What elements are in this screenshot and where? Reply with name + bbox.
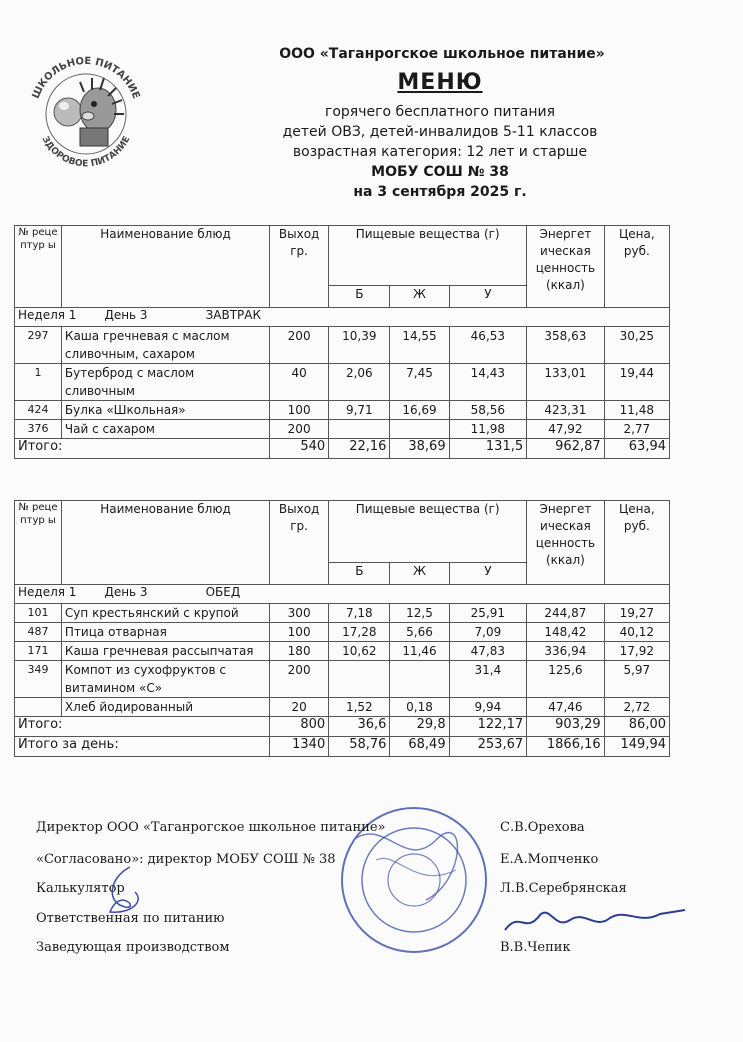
header-line-2: детей ОВЗ, детей-инвалидов 5-11 классов — [282, 124, 598, 140]
col-header-yield: Выход гр. — [270, 501, 329, 585]
dish-name: Булка «Школьная» — [61, 401, 269, 420]
carbs-value: 31,4 — [449, 661, 527, 698]
yield-value: 200 — [270, 661, 329, 698]
fat-value: 14,55 — [390, 327, 449, 364]
total-protein: 36,6 — [329, 717, 390, 737]
signature-name: Е.А.Мопченко — [500, 852, 599, 867]
week-label: Неделя 1 — [18, 308, 77, 322]
carbs-value: 11,98 — [449, 420, 527, 439]
total-energy: 903,29 — [527, 717, 605, 737]
yield-value: 100 — [270, 401, 329, 420]
col-header-nutrients: Пищевые вещества (г) — [329, 501, 527, 563]
total-carbs: 131,5 — [449, 439, 527, 459]
day-total-energy: 1866,16 — [527, 737, 605, 757]
signature-responsible — [500, 900, 690, 940]
total-fat: 29,8 — [390, 717, 449, 737]
col-header-yield: Выход гр. — [270, 226, 329, 308]
protein-value: 10,62 — [329, 642, 390, 661]
table-row — [15, 364, 670, 401]
table-row — [15, 642, 670, 661]
week-label: Неделя 1 — [18, 585, 77, 599]
dish-name: Птица отварная — [61, 623, 269, 642]
recipe-number: 376 — [15, 420, 62, 439]
fat-value: 0,18 — [390, 698, 449, 717]
carbs-value: 46,53 — [449, 327, 527, 364]
total-row — [15, 439, 670, 459]
table-row — [15, 623, 670, 642]
yield-value: 200 — [270, 420, 329, 439]
col-header-recipe-number: № реце птур ы — [15, 226, 62, 308]
energy-value: 336,94 — [527, 642, 605, 661]
col-header-price: Цена, руб. — [604, 226, 669, 308]
dish-name: Каша гречневая с маслом сливочным, сахаром — [61, 327, 269, 364]
price-value: 5,97 — [604, 661, 669, 698]
protein-value: 2,06 — [329, 364, 390, 401]
energy-value: 47,92 — [527, 420, 605, 439]
dish-name: Чай с сахаром — [61, 420, 269, 439]
dish-name: Бутерброд с маслом сливочным — [61, 364, 269, 401]
breakfast-table — [14, 225, 670, 459]
energy-value: 125,6 — [527, 661, 605, 698]
recipe-number — [15, 698, 62, 717]
dish-name: Компот из сухофруктов с витамином «С» — [61, 661, 269, 698]
table-row — [15, 420, 670, 439]
col-header-protein: Б — [329, 563, 390, 585]
fat-value: 11,46 — [390, 642, 449, 661]
organization-name: ООО «Таганрогское школьное питание» — [279, 46, 605, 62]
document-header — [160, 44, 720, 202]
protein-value: 17,28 — [329, 623, 390, 642]
price-value: 11,48 — [604, 401, 669, 420]
col-header-fat: Ж — [390, 563, 449, 585]
table-row — [15, 401, 670, 420]
total-yield: 800 — [270, 717, 329, 737]
fat-value: 16,69 — [390, 401, 449, 420]
protein-value: 10,39 — [329, 327, 390, 364]
col-header-dish-name: Наименование блюд — [61, 501, 269, 585]
protein-value: 1,52 — [329, 698, 390, 717]
document-title: МЕНЮ — [397, 70, 483, 95]
recipe-number: 1 — [15, 364, 62, 401]
carbs-value: 9,94 — [449, 698, 527, 717]
signature-role: Директор ООО «Таганрогское школьное питание» — [36, 820, 386, 835]
fat-value: 5,66 — [390, 623, 449, 642]
col-header-carbs: У — [449, 286, 527, 308]
col-header-carbs: У — [449, 563, 527, 585]
energy-value: 423,31 — [527, 401, 605, 420]
protein-value: 9,71 — [329, 401, 390, 420]
recipe-number: 349 — [15, 661, 62, 698]
recipe-number: 297 — [15, 327, 62, 364]
total-protein: 22,16 — [329, 439, 390, 459]
col-header-dish-name: Наименование блюд — [61, 226, 269, 308]
fat-value — [390, 661, 449, 698]
carbs-value: 47,83 — [449, 642, 527, 661]
day-total-yield: 1340 — [270, 737, 329, 757]
protein-value — [329, 661, 390, 698]
day-label: День 3 — [104, 308, 148, 322]
lunch-table — [14, 500, 670, 757]
svg-text:ЗДОРОВОЕ ПИТАНИЕ: ЗДОРОВОЕ ПИТАНИЕ — [39, 134, 133, 170]
svg-text:ШКОЛЬНОЕ ПИТАНИЕ: ШКОЛЬНОЕ ПИТАНИЕ — [30, 55, 142, 101]
meal-label: ОБЕД — [205, 585, 241, 599]
table-row — [15, 698, 670, 717]
dish-name: Суп крестьянский с крупой — [61, 604, 269, 623]
carbs-value: 7,09 — [449, 623, 527, 642]
signature-role: «Согласовано»: директор МОБУ СОШ № 38 — [36, 852, 336, 867]
yield-value: 40 — [270, 364, 329, 401]
col-header-nutrients: Пищевые вещества (г) — [329, 226, 527, 286]
price-value: 17,92 — [604, 642, 669, 661]
fat-value — [390, 420, 449, 439]
day-total-row — [15, 737, 670, 757]
total-price: 86,00 — [604, 717, 669, 737]
day-total-protein: 58,76 — [329, 737, 390, 757]
section-row — [15, 308, 670, 327]
signature-name: Л.В.Серебрянская — [500, 881, 627, 896]
energy-value: 244,87 — [527, 604, 605, 623]
day-total-carbs: 253,67 — [449, 737, 527, 757]
energy-value: 47,46 — [527, 698, 605, 717]
signature-role: Заведующая производством — [36, 940, 230, 955]
day-total-label: Итого за день: — [15, 737, 270, 757]
table-row — [15, 327, 670, 364]
school-nutrition-logo — [22, 48, 150, 176]
header-line-3: возрастная категория: 12 лет и старше — [292, 144, 588, 160]
price-value: 2,72 — [604, 698, 669, 717]
col-header-energy: Энергет ическая ценность (ккал) — [527, 501, 605, 585]
signature-name: С.В.Орехова — [500, 820, 585, 835]
total-carbs: 122,17 — [449, 717, 527, 737]
yield-value: 100 — [270, 623, 329, 642]
carbs-value: 58,56 — [449, 401, 527, 420]
price-value: 19,27 — [604, 604, 669, 623]
col-header-recipe-number: № реце птур ы — [15, 501, 62, 585]
dish-name: Хлеб йодированный — [61, 698, 269, 717]
signature-role: Ответственная по питанию — [36, 911, 225, 926]
recipe-number: 101 — [15, 604, 62, 623]
yield-value: 300 — [270, 604, 329, 623]
fat-value: 12,5 — [390, 604, 449, 623]
day-total-price: 149,94 — [604, 737, 669, 757]
carbs-value: 25,91 — [449, 604, 527, 623]
yield-value: 200 — [270, 327, 329, 364]
meal-label: ЗАВТРАК — [205, 308, 261, 322]
protein-value: 7,18 — [329, 604, 390, 623]
total-fat: 38,69 — [390, 439, 449, 459]
table-row — [15, 661, 670, 698]
recipe-number: 424 — [15, 401, 62, 420]
energy-value: 148,42 — [527, 623, 605, 642]
carbs-value: 14,43 — [449, 364, 527, 401]
price-value: 2,77 — [604, 420, 669, 439]
menu-date: на 3 сентября 2025 г. — [353, 184, 527, 200]
col-header-fat: Ж — [390, 286, 449, 308]
signature-role: Калькулятор — [36, 881, 125, 896]
school-name: МОБУ СОШ № 38 — [371, 164, 509, 180]
yield-value: 180 — [270, 642, 329, 661]
total-row — [15, 717, 670, 737]
col-header-energy: Энергет ическая ценность (ккал) — [527, 226, 605, 308]
table-row — [15, 604, 670, 623]
col-header-protein: Б — [329, 286, 390, 308]
fat-value: 7,45 — [390, 364, 449, 401]
total-energy: 962,87 — [527, 439, 605, 459]
energy-value: 133,01 — [527, 364, 605, 401]
total-yield: 540 — [270, 439, 329, 459]
total-label: Итого: — [15, 439, 270, 459]
header-line-1: горячего бесплатного питания — [324, 104, 555, 120]
protein-value — [329, 420, 390, 439]
signature-name: В.В.Чепик — [500, 940, 571, 955]
yield-value: 20 — [270, 698, 329, 717]
day-label: День 3 — [104, 585, 148, 599]
price-value: 19,44 — [604, 364, 669, 401]
total-price: 63,94 — [604, 439, 669, 459]
energy-value: 358,63 — [527, 327, 605, 364]
dish-name: Каша гречневая рассыпчатая — [61, 642, 269, 661]
day-total-fat: 68,49 — [390, 737, 449, 757]
total-label: Итого: — [15, 717, 270, 737]
price-value: 30,25 — [604, 327, 669, 364]
recipe-number: 171 — [15, 642, 62, 661]
col-header-price: Цена, руб. — [604, 501, 669, 585]
recipe-number: 487 — [15, 623, 62, 642]
section-row — [15, 585, 670, 604]
price-value: 40,12 — [604, 623, 669, 642]
